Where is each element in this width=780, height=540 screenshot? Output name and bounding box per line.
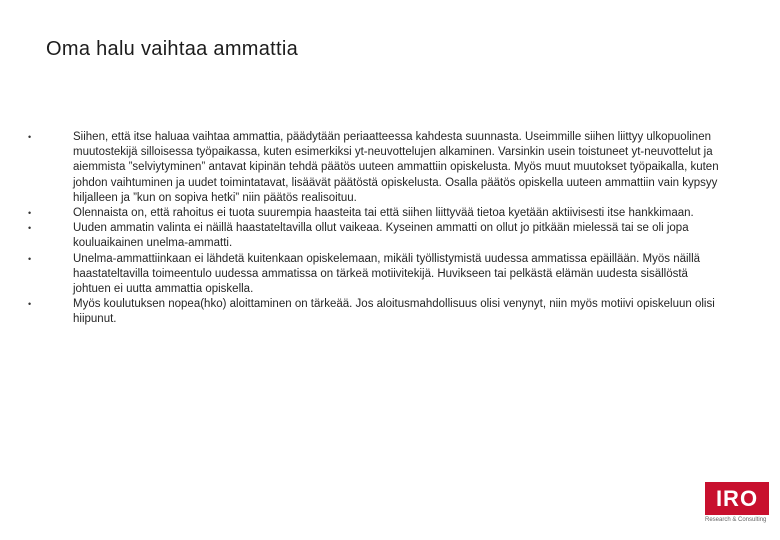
bullet-dot: • xyxy=(28,253,32,264)
bullet-text: Olennaista on, että rahoitus ei tuota suurempia haasteita tai että siihen liittyvää tietoa kyetään aktiivisesti itse hankkimaan. xyxy=(73,207,694,220)
iro-logo xyxy=(705,482,769,524)
bullet-text: Myös koulutuksen nopea(hko) aloittaminen on tärkeää. Jos aloitusmahdollisuus olisi venynyt, niin myös motiivi opiskeluun olisi hiipunut. xyxy=(73,298,715,326)
bullet-dot: • xyxy=(28,299,32,310)
bullet-text: Siihen, että itse haluaa vaihtaa ammattia, päädytään periaatteessa kahdesta suunnasta. Useimmille siihen liittyy ulkopuolinen muutostekijä silloisessa työpaikassa, kuten esimerkiksi yt-neuvottelujen alkaminen. Varsinkin usein toistuneet yt-neuvottelut ja aiemmista ”selviytyminen” antavat kipinän tehdä päätös uuteen ammattiin opiskelusta. Myös muut muutokset työpaikalla, kuten johdon vaihtuminen ja uudet toimintatavat, lisäävät päätöstä opiskelusta. Osalla päätös opiskella uuteen ammattiin vain kypsyy hiljalleen ja ”kun on sopiva hetki” niin päätös realisoituu. xyxy=(73,131,719,204)
logo-mark: IRO xyxy=(705,482,769,515)
bullet-text: Unelma-ammattiinkaan ei lähdetä kuitenkaan opiskelemaan, mikäli työllistymistä uudessa ammatissa epäillään. Myös näillä haastateltavilla toimeentulo uudessa ammatissa on tärkeä motiivitekijä. Huvikseen tai pelkästä elämän uudesta sisällöstä johtuen ei uutta ammattia opiskella. xyxy=(73,252,701,296)
bullet-item xyxy=(28,297,728,327)
bullet-item xyxy=(28,221,728,251)
bullet-list xyxy=(28,130,728,328)
bullet-item xyxy=(28,206,728,221)
bullet-dot: • xyxy=(28,132,32,142)
slide-title: Oma halu vaihtaa ammattia xyxy=(46,38,299,60)
bullet-dot: • xyxy=(28,223,32,234)
bullet-text: Uuden ammatin valinta ei näillä haastateltavilla ollut vaikeaa. Kyseinen ammatti on ollut jo pitkään mielessä tai se oli jopa kouluaikainen unelma-ammatti. xyxy=(73,222,689,250)
bullet-item xyxy=(28,130,728,206)
bullet-dot: • xyxy=(28,208,32,219)
bullet-item xyxy=(28,252,728,298)
logo-subtext: Research & Consulting xyxy=(705,517,767,523)
